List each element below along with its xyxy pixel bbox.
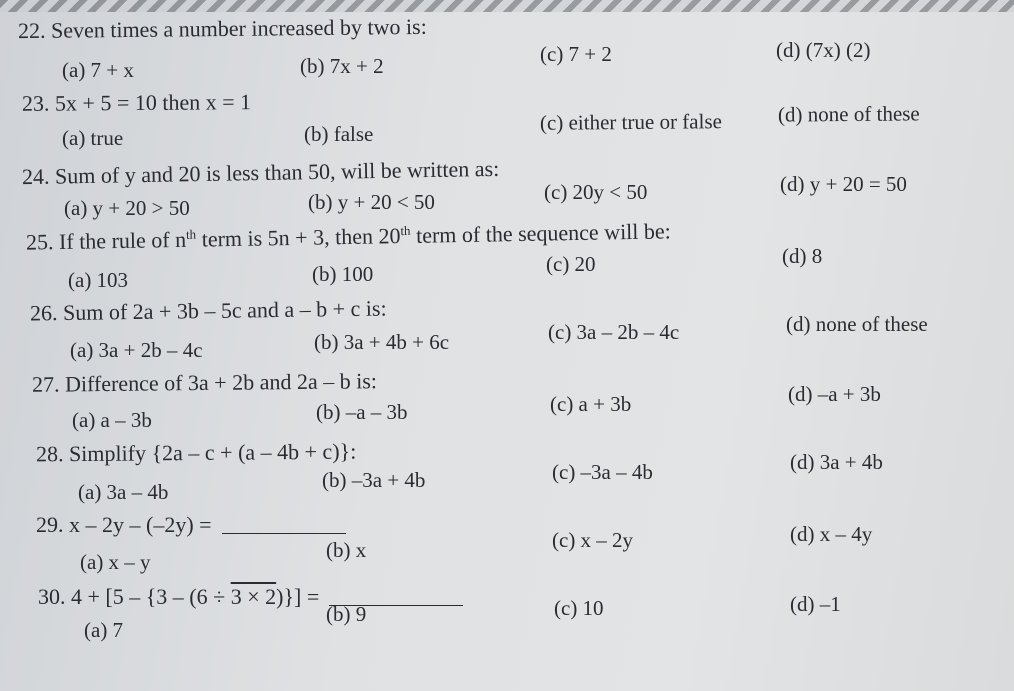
option-22b: (b) 7x + 2 (300, 54, 384, 78)
question-text: Difference of 3a + 2b and 2a – b is: (64, 368, 378, 397)
question-30 (38, 586, 463, 608)
question-text-part-2: term is 5n + 3, then 20 (195, 223, 401, 252)
option-27d: (d) –a + 3b (788, 382, 881, 406)
option-30c: (c) 10 (554, 596, 604, 620)
option-28a: (a) 3a – 4b (78, 480, 169, 504)
question-24 (21, 155, 500, 190)
option-27b: (b) –a – 3b (316, 400, 408, 424)
option-28c: (c) –3a – 4b (552, 460, 653, 484)
question-29 (36, 514, 346, 536)
question-number: 27. (31, 371, 60, 397)
question-number: 26. (29, 300, 58, 326)
answer-blank (222, 532, 346, 534)
option-25c: (c) 20 (546, 252, 596, 276)
vinculum-expression: 3 × 2 (230, 584, 277, 609)
option-25b: (b) 100 (312, 262, 374, 286)
superscript-th: th (400, 222, 411, 239)
option-27c: (c) a + 3b (550, 392, 632, 416)
question-number: 24. (21, 163, 50, 190)
option-22c: (c) 7 + 2 (540, 42, 612, 66)
option-28b: (b) –3a + 4b (322, 468, 426, 492)
option-24a: (a) y + 20 > 50 (64, 196, 190, 220)
question-text: Sum of 2a + 3b – 5c and a – b + c is: (62, 295, 387, 326)
question-text: x – 2y – (–2y) = (69, 512, 212, 537)
question-text: Simplify {2a – c + (a – 4b + c)}: (68, 438, 357, 467)
question-25 (26, 220, 671, 253)
option-28d: (d) 3a + 4b (790, 450, 883, 474)
option-26a: (a) 3a + 2b – 4c (70, 338, 203, 362)
torn-page-edge (0, 0, 1014, 12)
option-30b: (b) 9 (326, 602, 367, 626)
question-number: 25. (25, 229, 54, 255)
question-text-part-3: term of the sequence will be: (410, 218, 672, 248)
option-29b: (b) x (326, 538, 367, 562)
question-text: 5x + 5 = 10 then x = 1 (54, 89, 252, 116)
option-26b: (b) 3a + 4b + 6c (314, 330, 450, 354)
question-22 (17, 13, 427, 44)
question-number: 23. (21, 90, 50, 116)
question-number: 22. (17, 17, 46, 44)
option-30a: (a) 7 (84, 618, 124, 642)
question-text-part-1: 4 + [5 – {3 – (6 ÷ (71, 584, 231, 609)
question-text-part-1: If the rule of n (58, 226, 187, 255)
option-22d: (d) (7x) (2) (776, 38, 871, 62)
option-25a: (a) 103 (68, 268, 129, 292)
question-26 (29, 295, 387, 326)
option-29c: (c) x – 2y (552, 528, 634, 552)
option-23a: (a) true (62, 126, 124, 150)
option-22a: (a) 7 + x (62, 58, 134, 82)
option-26d: (d) none of these (786, 312, 928, 336)
question-number: 28. (35, 441, 64, 467)
superscript-th: th (185, 226, 197, 242)
option-23b: (b) false (304, 122, 374, 146)
question-text: Sum of y and 20 is less than 50, will be written as: (54, 155, 500, 189)
option-24b: (b) y + 20 < 50 (308, 190, 435, 214)
option-30d: (d) –1 (790, 592, 841, 616)
option-23d: (d) none of these (777, 101, 920, 127)
question-text-part-2: )}] = (276, 584, 320, 609)
question-number: 29. (36, 512, 64, 537)
option-29a: (a) x – y (80, 550, 151, 574)
option-23c: (c) either true or false (539, 109, 723, 135)
option-25d: (d) 8 (782, 244, 823, 268)
option-24d: (d) y + 20 = 50 (780, 172, 907, 196)
question-28 (35, 438, 357, 467)
question-number: 30. (38, 584, 66, 609)
question-text: Seven times a number increased by two is: (50, 13, 427, 43)
option-29d: (d) x – 4y (790, 522, 873, 546)
option-24c: (c) 20y < 50 (544, 180, 648, 204)
question-23 (22, 91, 251, 115)
option-26c: (c) 3a – 2b – 4c (548, 320, 680, 344)
question-27 (32, 370, 377, 396)
option-27a: (a) a – 3b (72, 408, 152, 432)
